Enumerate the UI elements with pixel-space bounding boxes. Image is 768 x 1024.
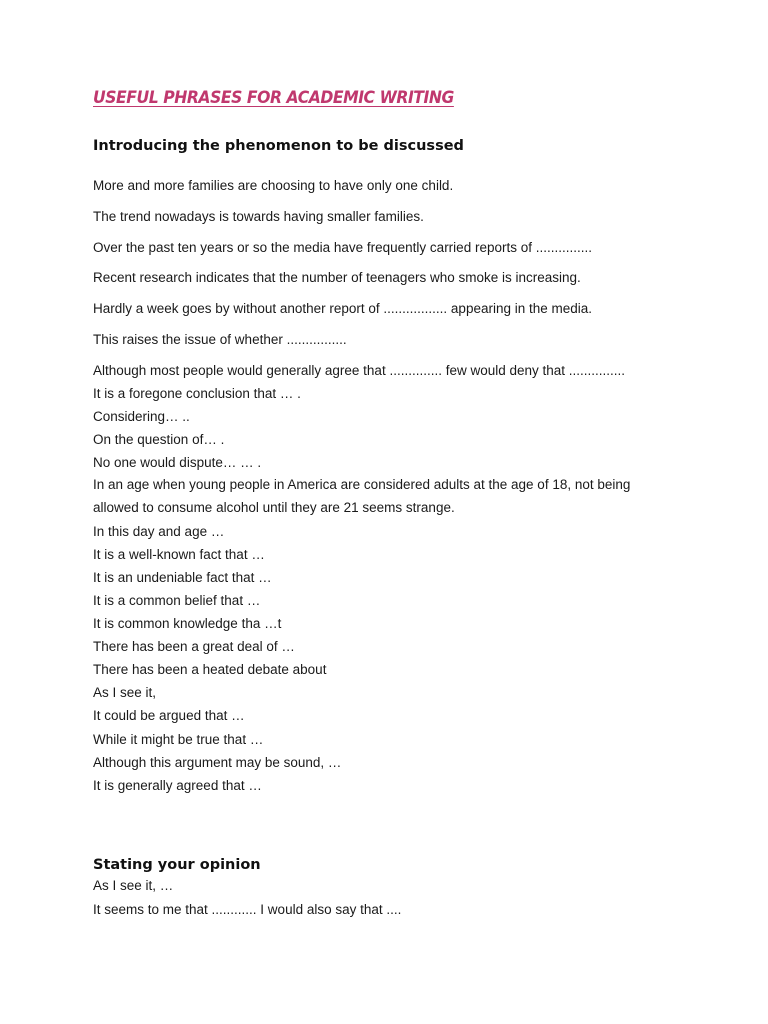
phrase-line: It is generally agreed that … (93, 778, 262, 793)
phrase-line: It is an undeniable fact that … (93, 570, 272, 585)
phrase-line: There has been a great deal of … (93, 639, 295, 654)
phrase-line: It is a foregone conclusion that … . (93, 386, 301, 401)
phrase-line: Although most people would generally agree that .............. few would deny that ............... (93, 363, 626, 378)
phrase-line: While it might be true that … (93, 732, 264, 747)
section-heading-opinion: Stating your opinion (93, 857, 261, 873)
phrase-line: In this day and age … (93, 524, 225, 539)
phrase-line: In an age when young people in America are considered adults at the age of 18, not being allowed to consume alcohol until they are 21 seems strange. (93, 477, 631, 515)
phrase-line: As I see it, … (93, 878, 174, 893)
phrase-line: It could be argued that … (93, 708, 245, 723)
phrase-line: On the question of… . (93, 432, 225, 447)
phrase-line: Recent research indicates that the number of teenagers who smoke is increasing. (93, 270, 581, 285)
section-heading-introducing: Introducing the phenomenon to be discussed (93, 138, 464, 154)
phrase-line: This raises the issue of whether ................ (93, 332, 347, 347)
phrase-line: The trend nowadays is towards having smaller families. (93, 209, 424, 224)
document-title: USEFUL PHRASES FOR ACADEMIC WRITING (93, 88, 454, 108)
phrase-line: Hardly a week goes by without another report of ................. appearing in the media. (93, 301, 593, 316)
phrase-line: Although this argument may be sound, … (93, 755, 342, 770)
phrase-line: As I see it, (93, 685, 157, 700)
phrase-line: Over the past ten years or so the media have frequently carried reports of ............... (93, 240, 592, 255)
phrase-line: More and more families are choosing to have only one child. (93, 178, 454, 193)
phrase-line: There has been a heated debate about (93, 662, 327, 677)
phrase-line: It is a well-known fact that … (93, 547, 265, 562)
phrase-line: It seems to me that ............ I would also say that .... (93, 902, 402, 917)
phrase-line: It is common knowledge tha …t (93, 616, 282, 631)
phrase-line: Considering… .. (93, 409, 190, 424)
phrase-line: It is a common belief that … (93, 593, 261, 608)
phrase-line: No one would dispute… … . (93, 455, 262, 470)
document-page (93, 0, 733, 1024)
